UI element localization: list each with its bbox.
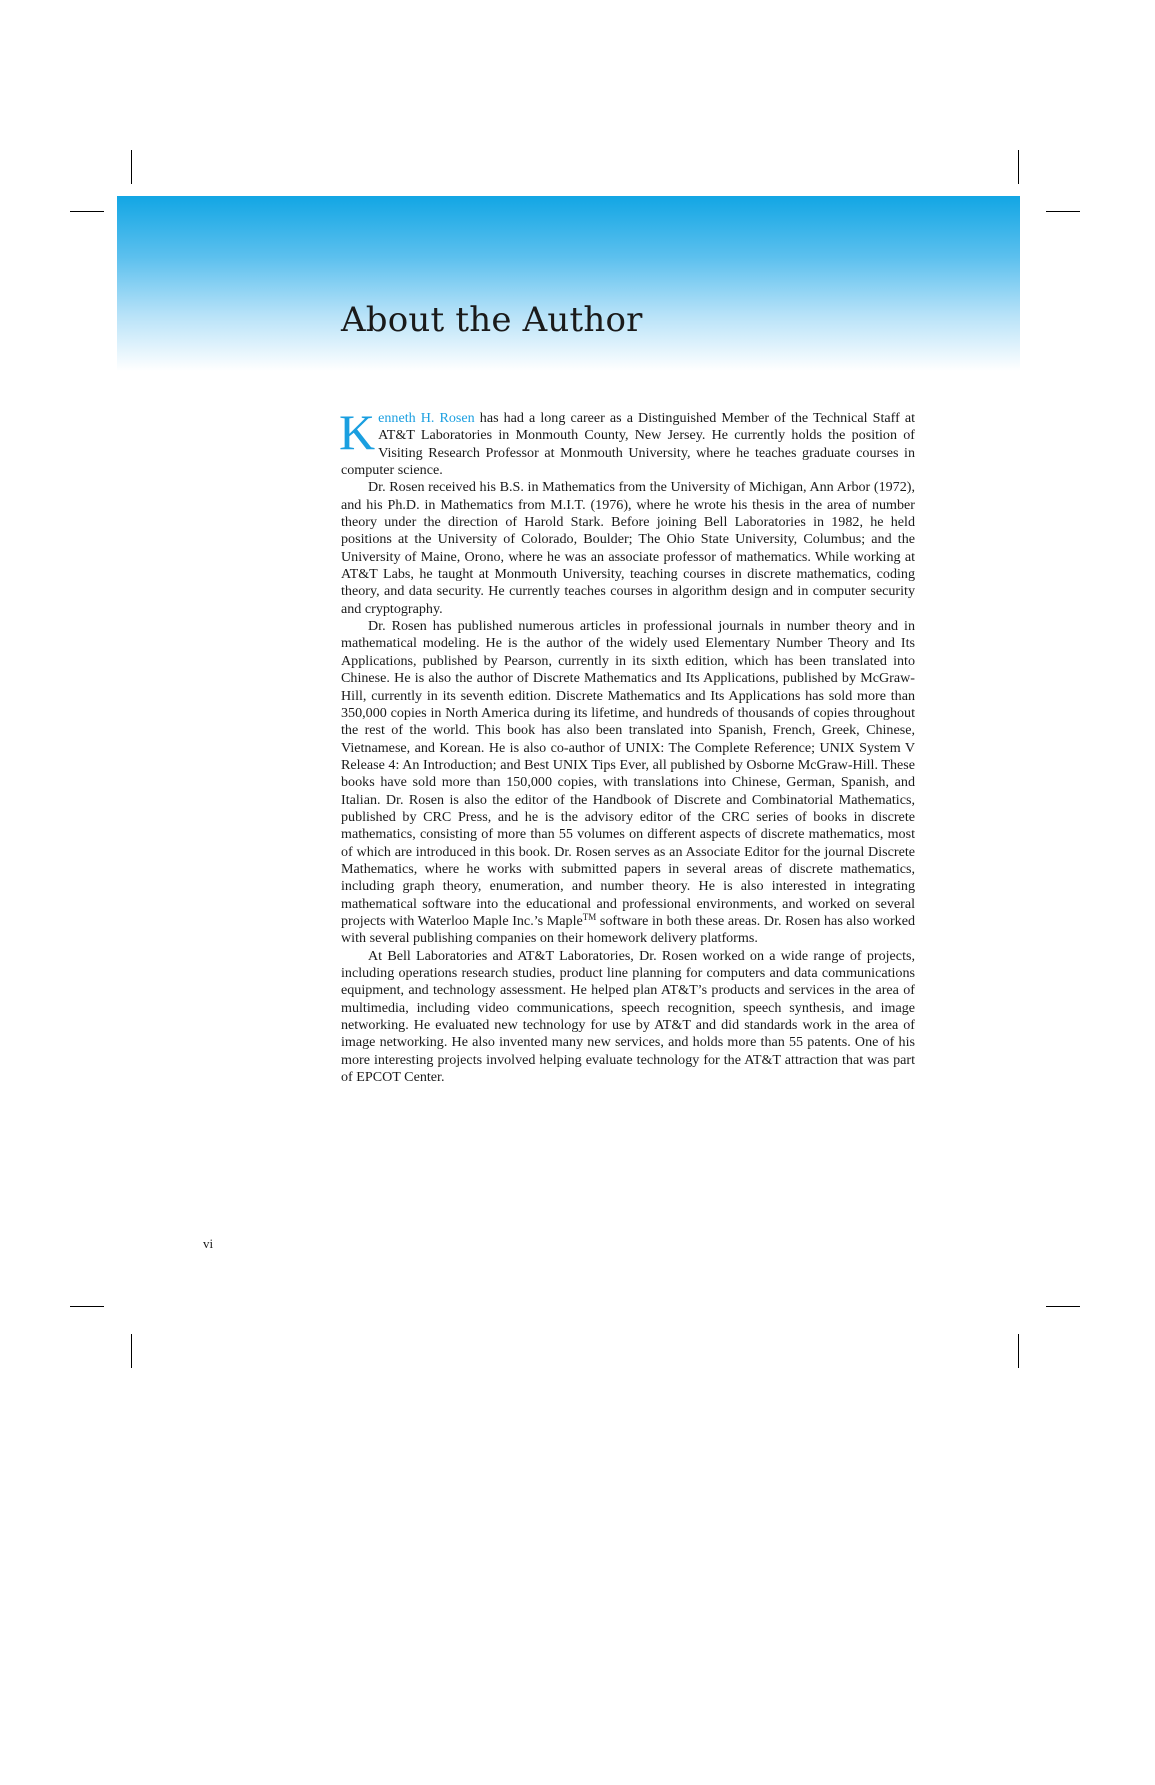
author-name: enneth H. Rosen (378, 410, 475, 426)
author-bio (339, 404, 916, 1086)
bio-paragraph-projects: At Bell Laboratories and AT&T Laboratories, Dr. Rosen worked on a wide range of projects, including operations research studies, product line planning for computers and data communications equipment, and technology assessment. He helped plan AT&T’s products and services in the area of multimedia, including video communications, speech recognition, speech synthesis, and image networking. He evaluated new technology for use by AT&T and did standards work in the area of image networking. He also invented many new services, and holds more than 55 patents. One of his more interesting projects involved helping evaluate technology for the AT&T attraction that was part of EPCOT Center. (341, 947, 915, 1086)
crop-mark-top-right-horizontal (1046, 211, 1080, 212)
chapter-banner (117, 196, 1020, 371)
page-title: About the Author (341, 300, 643, 340)
bio-paragraph-publications (341, 618, 915, 948)
crop-mark-top-right-vertical (1018, 150, 1019, 184)
page-number: vi (203, 1236, 214, 1251)
crop-mark-bottom-left-vertical (131, 1334, 132, 1368)
crop-mark-bottom-right-vertical (1018, 1334, 1019, 1368)
trademark-superscript: TM (582, 911, 597, 922)
bio-paragraph-intro (339, 404, 915, 479)
crop-mark-bottom-left-horizontal (70, 1306, 104, 1307)
crop-mark-top-left-horizontal (70, 211, 104, 212)
crop-mark-bottom-right-horizontal (1046, 1306, 1080, 1307)
drop-cap: K (339, 404, 376, 460)
intro-text: has had a long career as a Distinguished Member of the Technical Staff at AT&T Laboratories in Monmouth County, New Jersey. He currently holds the position of Visiting Research Professor at Monmouth University, where he teaches graduate courses in computer science. (341, 410, 915, 479)
publications-text: Dr. Rosen has published numerous articles in professional journals in number theory and in mathematical modeling. He is the author of the widely used Elementary Number Theory and Its Applications, published by Pearson, currently in its sixth edition, which has been translated into Chinese. He is also the author of Discrete Mathematics and Its Applications, published by McGraw-Hill, currently in its seventh edition. Discrete Mathematics and Its Applications has sold more than 350,000 copies in North America during its lifetime, and hundreds of thousands of copies throughout the rest of the world. This book has also been translated into Spanish, French, Greek, Chinese, Vietnamese, and Korean. He is also co-author of UNIX: The Complete Reference; UNIX System V Release 4: An Introduction; and Best UNIX Tips Ever, all published by Osborne McGraw-Hill. These books have sold more than 150,000 copies, with translations into Chinese, German, Spanish, and Italian. Dr. Rosen is also the editor of the Handbook of Discrete and Combinatorial Mathematics, published by CRC Press, and he is the advisory editor of the CRC series of books in discrete mathematics, consisting of more than 55 volumes on different aspects of discrete mathematics, most of which are introduced in this book. Dr. Rosen serves as an Associate Editor for the journal Discrete Mathematics, where he works with submitted papers in several areas of discrete mathematics, including graph theory, enumeration, and number theory. He is also interested in integrating mathematical software into the educational and professional environments, and worked on several projects with Waterloo Maple Inc.’s Maple (341, 618, 915, 929)
crop-mark-top-left-vertical (131, 150, 132, 184)
publications-text-end: software in both these areas. Dr. Rosen has also worked with several publishing companies on their homework delivery platforms. (341, 912, 916, 947)
bio-paragraph-education: Dr. Rosen received his B.S. in Mathematics from the University of Michigan, Ann Arbor (1972), and his Ph.D. in Mathematics from M.I.T. (1976), where he wrote his thesis in the area of number theory under the direction of Harold Stark. Before joining Bell Laboratories in 1982, he held positions at the University of Colorado, Boulder; The Ohio State University, Columbus; and the University of Maine, Orono, where he was an associate professor of mathematics. While working at AT&T Labs, he taught at Monmouth University, teaching courses in discrete mathematics, coding theory, and data security. He currently teaches courses in algorithm design and in computer security and cryptography. (341, 479, 915, 617)
